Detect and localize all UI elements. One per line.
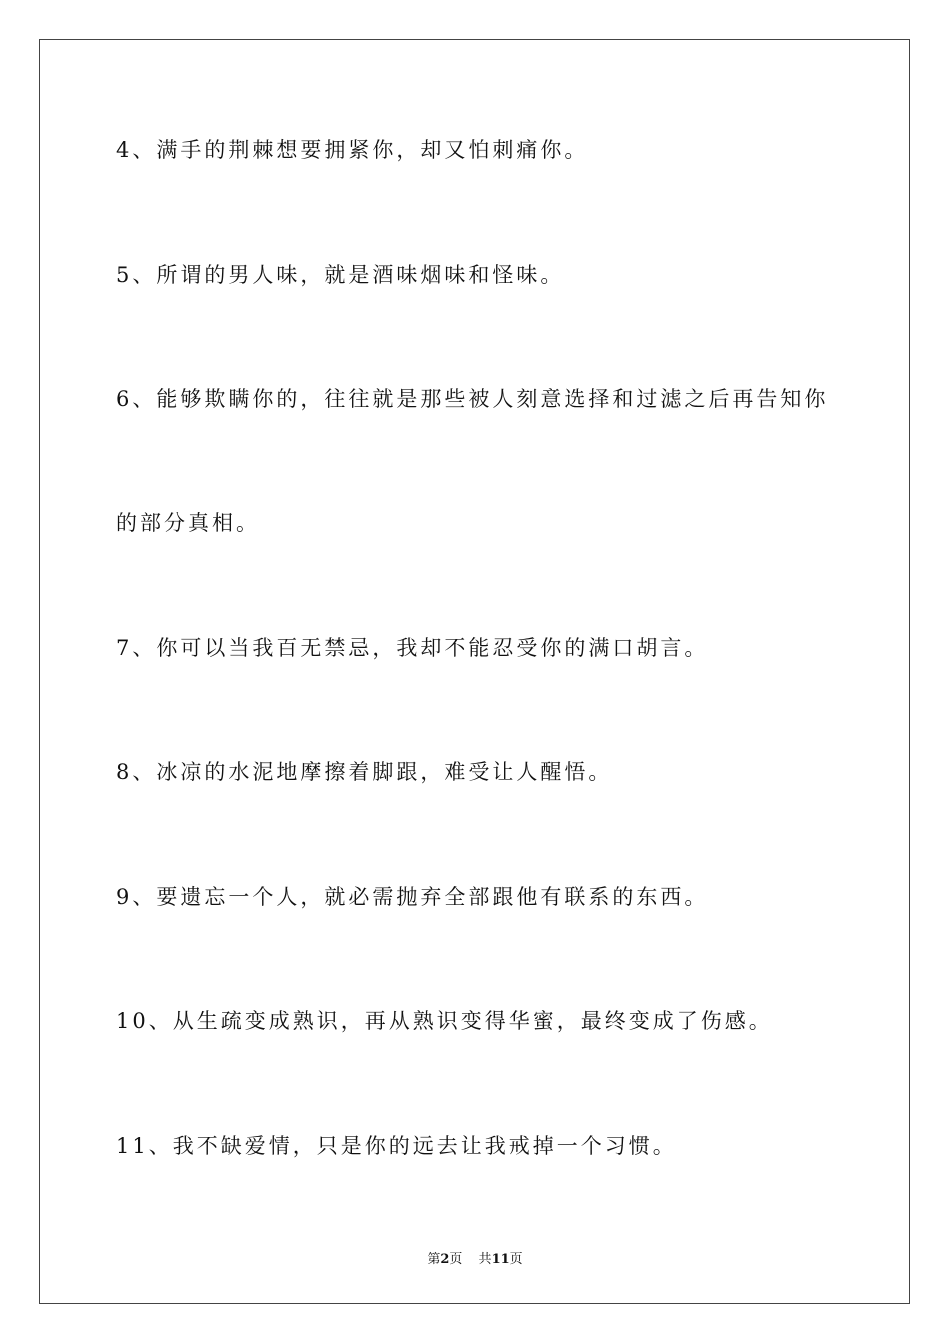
text-line-item-4: 4、满手的荆棘想要拥紧你，却又怕刺痛你。 <box>116 138 589 162</box>
text-line-item-9: 9、要遗忘一个人，就必需抛弃全部跟他有联系的东西。 <box>116 885 709 909</box>
total-pages-number: 11 <box>491 1252 510 1267</box>
total-pages-indicator <box>479 1252 523 1267</box>
page-footer <box>0 1248 950 1267</box>
page-indicator <box>427 1252 462 1267</box>
text-line-item-11: 11、我不缺爱情，只是你的远去让我戒掉一个习惯。 <box>116 1134 677 1158</box>
page-prefix: 第 <box>427 1252 441 1267</box>
text-line-item-5: 5、所谓的男人味，就是酒味烟味和怪味。 <box>116 263 565 287</box>
text-line-item-6-continued: 的部分真相。 <box>116 511 260 535</box>
text-line-item-6: 6、能够欺瞒你的，往往就是那些被人刻意选择和过滤之后再告知你 <box>116 387 829 411</box>
text-line-item-10: 10、从生疏变成熟识，再从熟识变得华蜜，最终变成了伤感。 <box>116 1009 773 1033</box>
page-frame <box>39 39 910 1304</box>
text-line-item-7: 7、你可以当我百无禁忌，我却不能忍受你的满口胡言。 <box>116 636 709 660</box>
total-prefix: 共 <box>478 1252 492 1267</box>
total-suffix: 页 <box>509 1252 523 1267</box>
page-suffix: 页 <box>449 1252 463 1267</box>
text-line-item-8: 8、冰凉的水泥地摩擦着脚跟，难受让人醒悟。 <box>116 760 613 784</box>
page-number: 2 <box>440 1252 450 1267</box>
